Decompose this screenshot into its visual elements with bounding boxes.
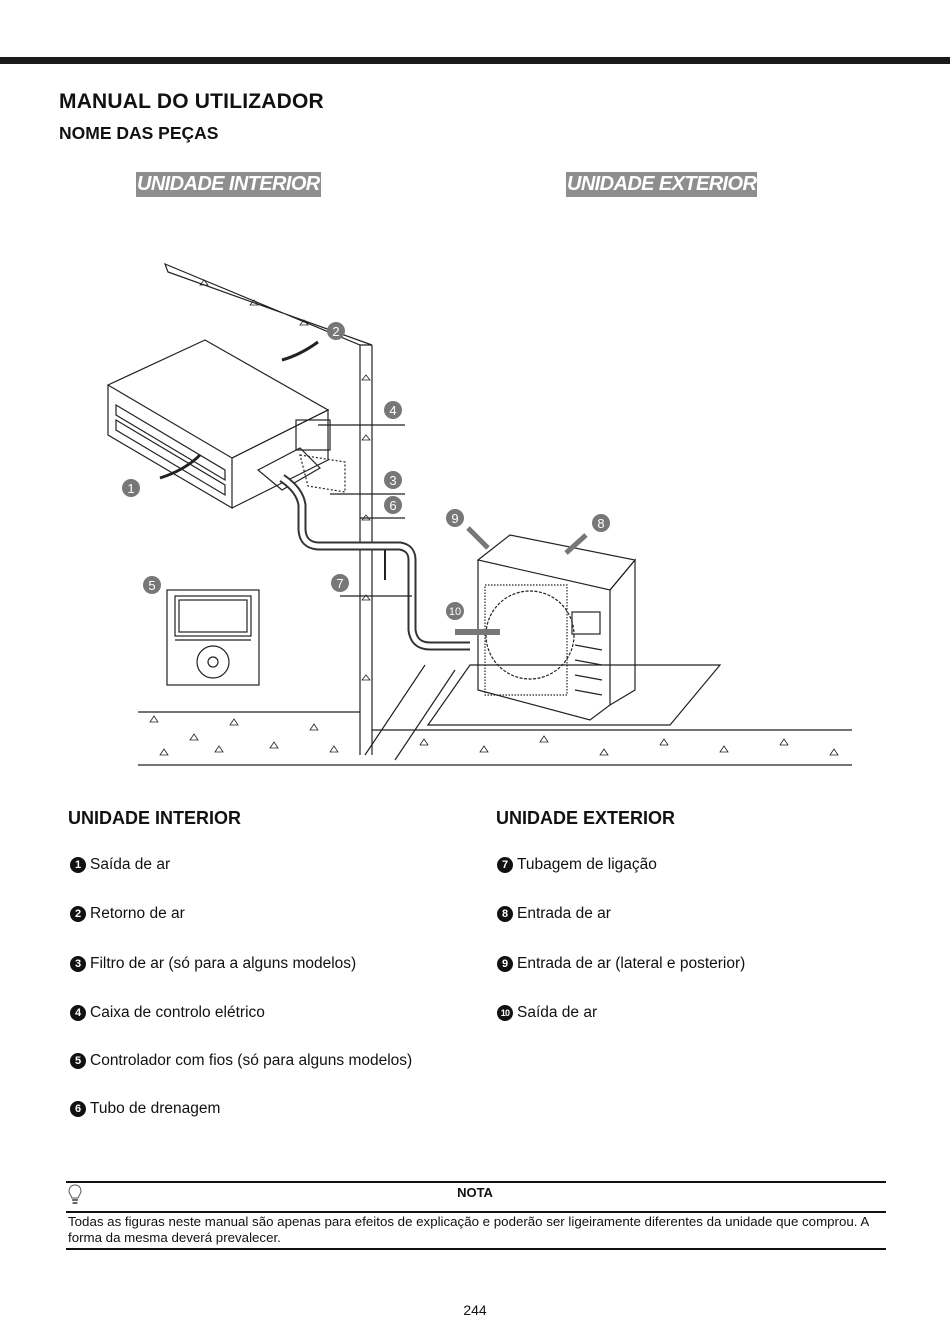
part-label: Caixa de controlo elétrico — [90, 1004, 265, 1021]
outdoor-parts-title: UNIDADE EXTERIOR — [496, 808, 676, 828]
top-rule — [0, 57, 950, 64]
svg-text:3: 3 — [389, 473, 397, 488]
number-badge: 3 — [70, 956, 86, 972]
svg-text:8: 8 — [597, 516, 605, 531]
callout-1 — [122, 479, 140, 497]
indoor-part-item — [70, 955, 356, 973]
outdoor-part-item — [497, 1004, 597, 1022]
indoor-part-item — [70, 856, 170, 874]
number-badge: 5 — [70, 1053, 86, 1069]
part-label: Filtro de ar (só para a alguns modelos) — [90, 955, 357, 972]
part-label: Entrada de ar — [517, 905, 611, 922]
indoor-part-item — [70, 905, 185, 923]
callout-7 — [331, 574, 349, 592]
nota-top-rule — [66, 1181, 886, 1183]
indoor-parts-title: UNIDADE INTERIOR — [68, 808, 242, 828]
number-badge: 6 — [70, 1101, 86, 1117]
part-label: Tubagem de ligação — [517, 856, 657, 873]
callout-10 — [446, 602, 464, 620]
callout-4 — [384, 401, 402, 419]
number-badge: 8 — [497, 906, 513, 922]
air-filter-mesh — [300, 455, 345, 492]
callout-6 — [384, 496, 402, 514]
part-label: Tubo de drenagem — [90, 1100, 221, 1117]
svg-text:2: 2 — [332, 324, 340, 339]
parts-diagram — [0, 200, 950, 780]
part-label: Saída de ar — [90, 856, 171, 873]
part-label: Retorno de ar — [90, 905, 185, 922]
indoor-part-item — [70, 1100, 220, 1118]
callout-2 — [327, 322, 345, 340]
callout-3 — [384, 471, 402, 489]
part-label: Entrada de ar (lateral e posterior) — [517, 955, 746, 972]
connecting-pipe-inner — [282, 478, 470, 646]
number-badge: 9 — [497, 956, 513, 972]
number-badge: 4 — [70, 1005, 86, 1021]
outdoor-part-item — [497, 955, 745, 973]
svg-text:7: 7 — [336, 576, 344, 591]
indoor-part-item — [70, 1004, 265, 1022]
svg-text:9: 9 — [451, 511, 459, 526]
number-badge: 1 — [70, 857, 86, 873]
nota-mid-rule — [66, 1211, 886, 1213]
page-title: MANUAL DO UTILIZADOR — [59, 90, 324, 113]
return-arrow — [282, 342, 318, 360]
number-badge: 2 — [70, 906, 86, 922]
number-badge: 10 — [497, 1005, 513, 1021]
part-label: Controlador com fios (só para alguns modelos) — [90, 1052, 413, 1069]
nota-title: NOTA — [457, 1185, 493, 1200]
nota-text: Todas as figuras neste manual são apenas para efeitos de explicação e poderão ser ligeiramente diferentes da unidade que comprou. A forma da mesma deverá prevalecer. — [68, 1214, 869, 1245]
section-title: NOME DAS PEÇAS — [59, 123, 219, 143]
page-number: 244 — [463, 1302, 487, 1318]
svg-text:10: 10 — [448, 606, 462, 618]
callout-9 — [446, 509, 464, 527]
number-badge: 7 — [497, 857, 513, 873]
svg-text:6: 6 — [389, 498, 397, 513]
indoor-unit-band: UNIDADE INTERIOR — [137, 173, 320, 195]
outdoor-part-item — [497, 856, 657, 874]
outdoor-unit-band: UNIDADE EXTERIOR — [567, 173, 757, 195]
outdoor-part-item — [497, 905, 611, 923]
callout-8 — [592, 514, 610, 532]
callout-5 — [143, 576, 161, 594]
indoor-part-item — [70, 1052, 412, 1070]
wired-controller — [167, 590, 259, 685]
side-inlet-arrow — [468, 528, 488, 548]
connecting-pipe-outer — [282, 478, 470, 646]
svg-text:5: 5 — [148, 578, 156, 593]
svg-text:4: 4 — [389, 403, 397, 418]
nota-bottom-rule — [66, 1248, 886, 1250]
svg-text:1: 1 — [127, 481, 135, 496]
indoor-duct-unit — [108, 340, 330, 508]
part-label: Saída de ar — [517, 1004, 598, 1021]
